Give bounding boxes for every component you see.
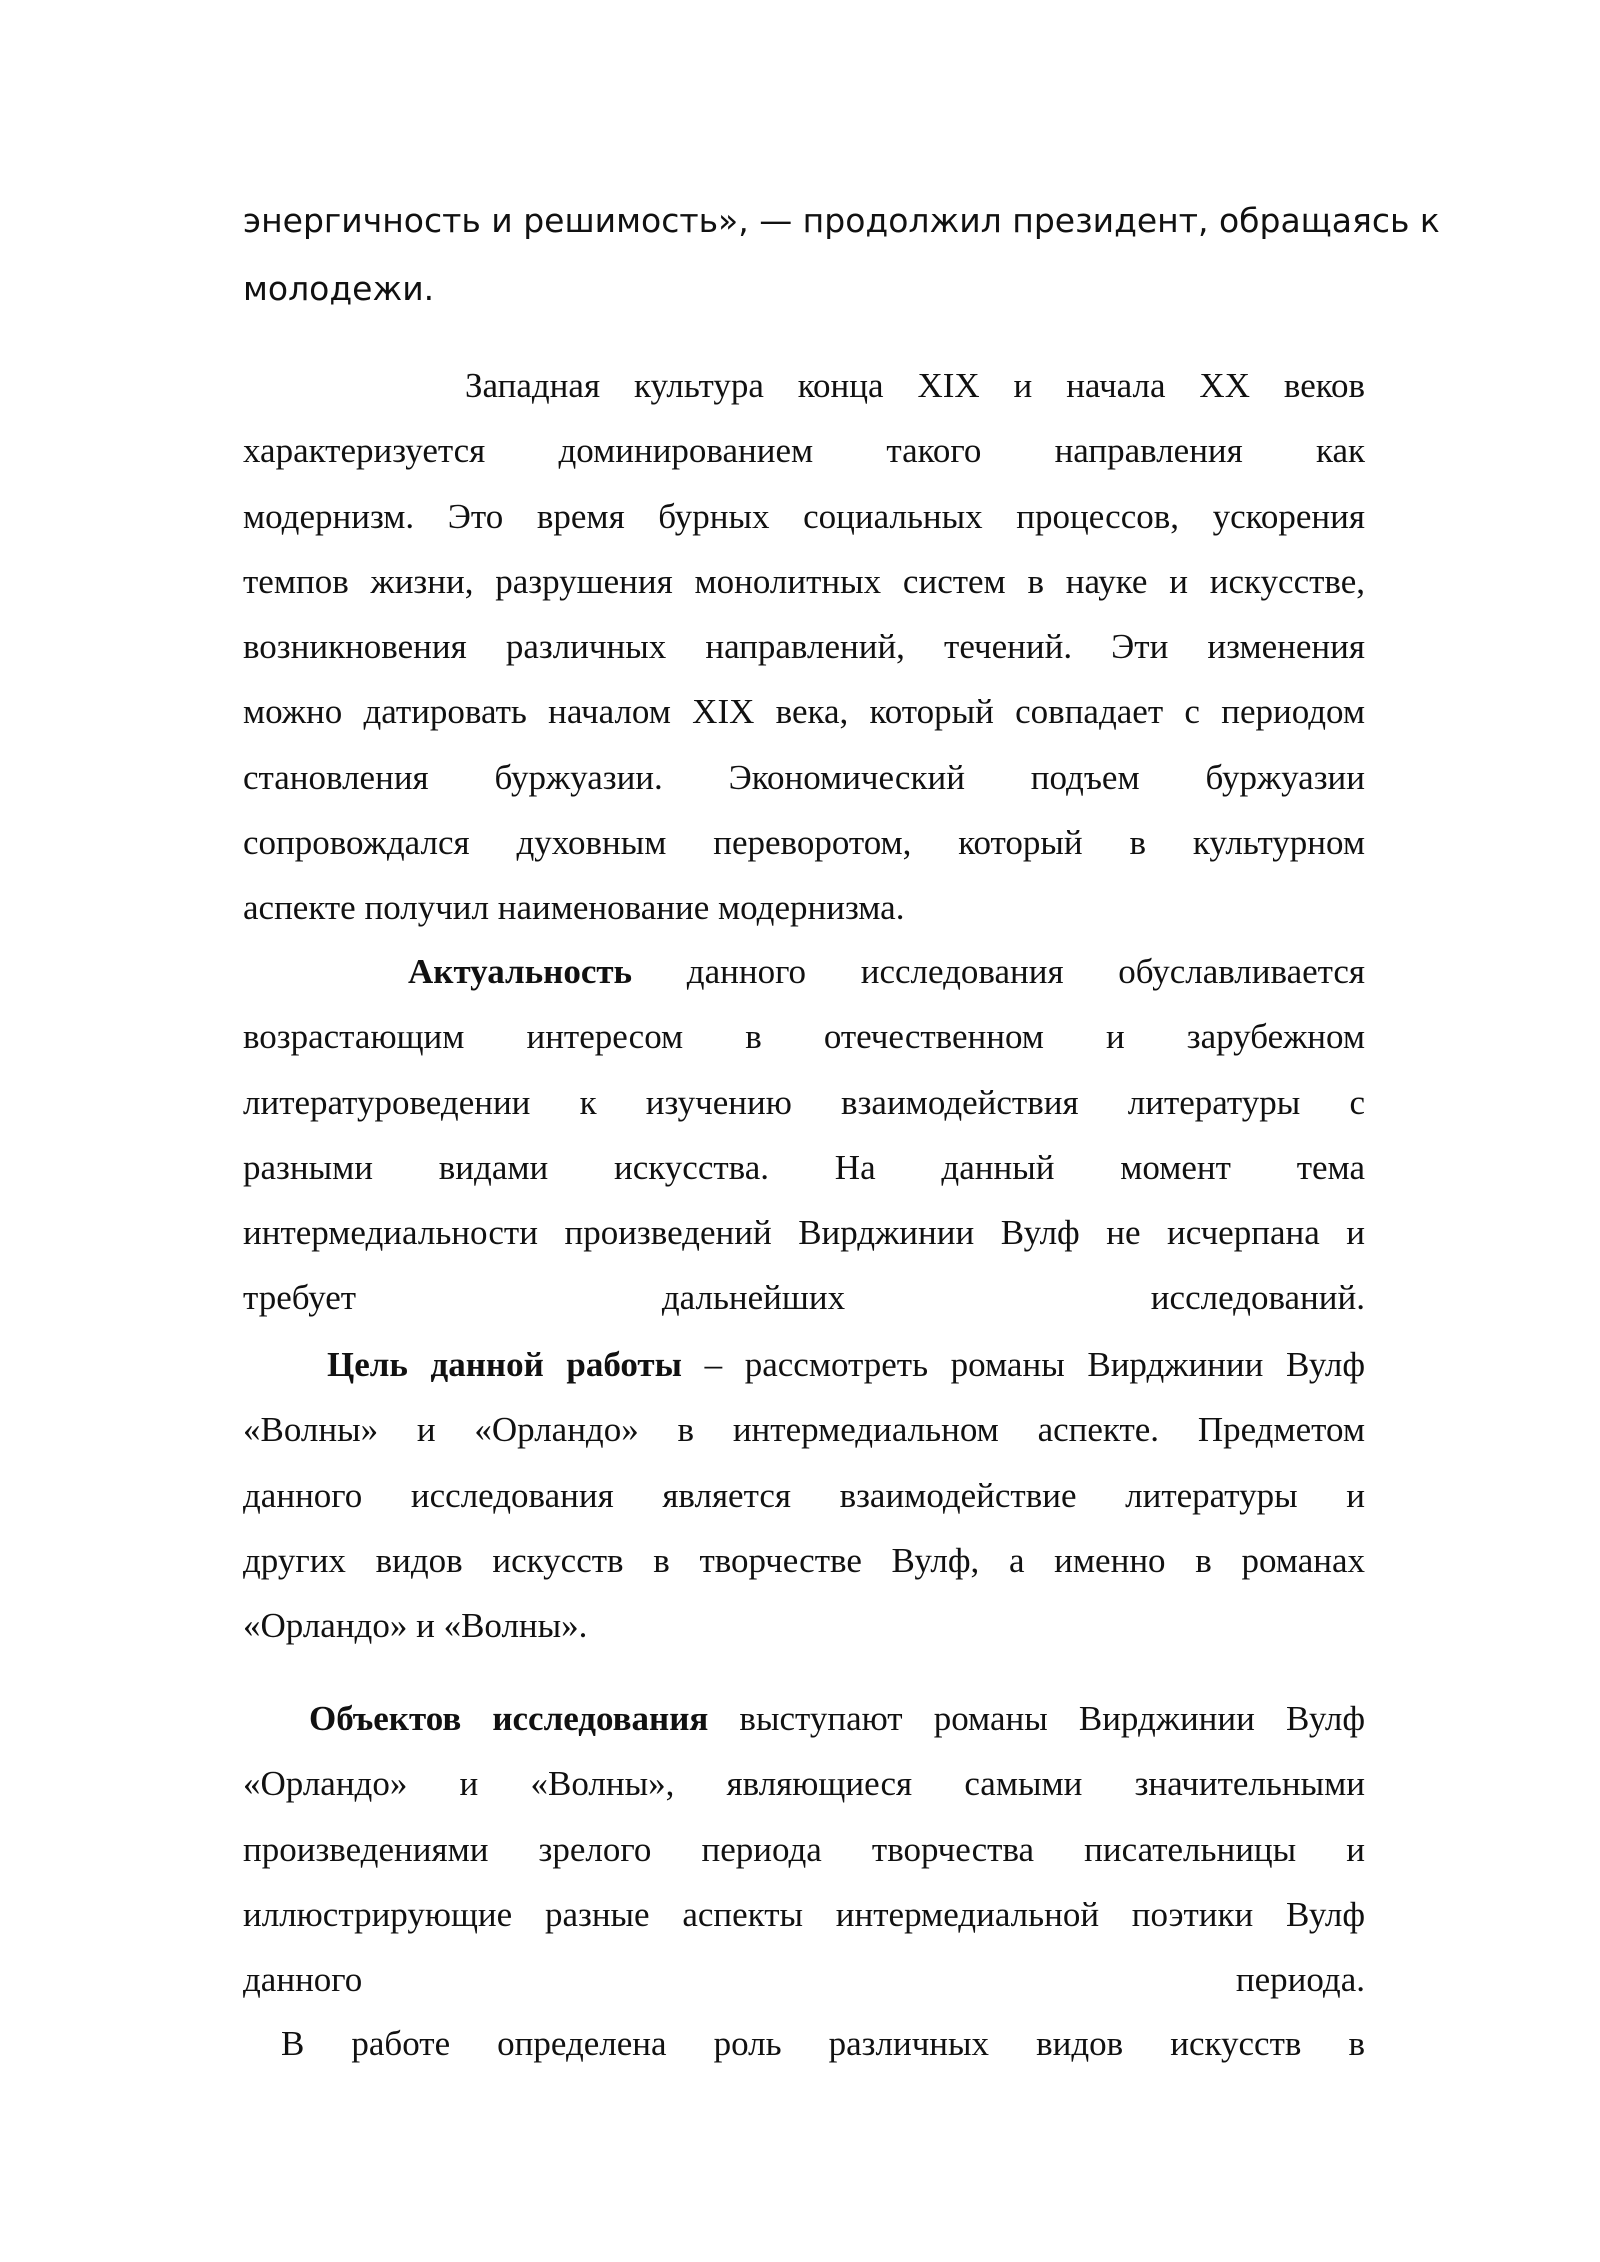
text-line: возрастающим интересом в отечественном и зарубежном [243, 1017, 1365, 1057]
text-line: темпов жизни, разрушения монолитных систем в науке и искусстве, [243, 561, 1365, 601]
text-line: модернизм. Это время бурных социальных процессов, ускорения [243, 496, 1365, 536]
relevance-heading: Актуальность [408, 952, 633, 991]
text-line: характеризуется доминированием такого направления как [243, 431, 1365, 471]
paragraph-modernism-intro [243, 353, 1365, 941]
paragraph-quote-continuation [243, 187, 1440, 323]
text-line: разными видами искусства. На данный момент тема [243, 1147, 1365, 1187]
text-line: возникновения различных направлений, течений. Эти изменения [243, 627, 1365, 667]
text-line: молодежи. [243, 269, 435, 308]
text-line [243, 1332, 1365, 1397]
text-line: данного периода. [243, 1960, 1365, 2000]
text-line: «Волны» и «Орландо» в интермедиальном аспекте. Предметом [243, 1410, 1365, 1450]
text-line: других видов искусств в творчестве Вулф, а именно в романах [243, 1540, 1365, 1580]
text-line: иллюстрирующие разные аспекты интермедиальной поэтики Вулф [243, 1894, 1365, 1934]
text-line: «Орландо» и «Волны». [243, 1606, 588, 1646]
goal-heading: Цель данной работы [327, 1345, 682, 1384]
text-fragment: – рассмотреть романы Вирджинии Вулф [681, 1345, 1365, 1384]
text-line: произведениями зрелого периода творчества писательницы и [243, 1829, 1365, 1869]
text-line: энергичность и решимость», — продолжил президент, обращаясь к [243, 201, 1440, 240]
text-fragment: выступают романы Вирджинии Вулф [708, 1699, 1365, 1738]
text-line: данного исследования является взаимодействие литературы и [243, 1475, 1365, 1515]
text-line: «Орландо» и «Волны», являющиеся самыми значительными [243, 1764, 1365, 1804]
paragraph-roles [243, 2011, 1365, 2076]
paragraph-relevance [243, 939, 1365, 1331]
text-line: интермедиальности произведений Вирджинии Вулф не исчерпана и [243, 1213, 1365, 1253]
text-line: можно датировать началом XIX века, который совпадает с периодом [243, 692, 1365, 732]
text-line: становления буржуазии. Экономический подъем буржуазии [243, 757, 1365, 797]
text-line [243, 939, 1365, 1004]
text-line: аспекте получил наименование модернизма. [243, 888, 905, 928]
text-line: Западная культура конца XIX и начала XX веков [465, 366, 1365, 405]
text-line: сопровождался духовным переворотом, который в культурном [243, 823, 1365, 863]
paragraph-objects [243, 1686, 1365, 2012]
text-line: В работе определена роль различных видов искусств в [281, 2024, 1365, 2063]
objects-heading: Объектов исследования [309, 1699, 709, 1738]
text-fragment: данного исследования обуславливается [632, 952, 1365, 991]
text-line: литературоведении к изучению взаимодействия литературы с [243, 1082, 1365, 1122]
text-line [243, 1686, 1365, 1751]
paragraph-goal [243, 1332, 1365, 1658]
text-line: требует дальнейших исследований. [243, 1278, 1365, 1318]
